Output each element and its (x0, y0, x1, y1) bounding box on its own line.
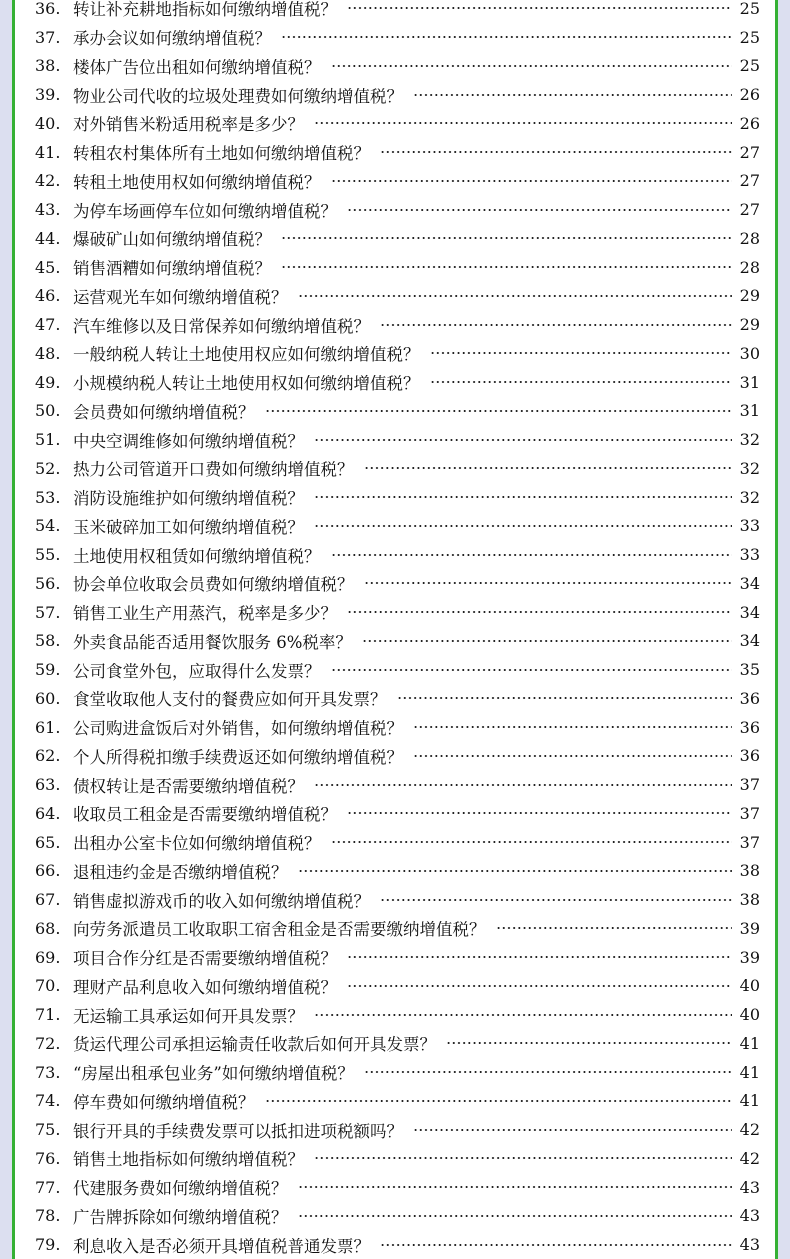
toc-entry[interactable] (35, 23, 760, 52)
toc-entry[interactable] (35, 684, 760, 713)
dot-leader (265, 410, 733, 412)
entry-title: 利息收入是否必须开具增值税普通发票？ (73, 1236, 370, 1256)
toc-entry[interactable] (35, 1144, 760, 1173)
entry-title: 承办会议如何缴纳增值税？ (73, 29, 271, 49)
dot-leader (298, 295, 733, 297)
dot-leader (397, 697, 733, 699)
entry-title: 消防设施维护如何缴纳增值税？ (73, 489, 304, 509)
toc-entry[interactable] (35, 598, 760, 627)
entry-number: 64. (35, 803, 61, 823)
toc-entry[interactable] (35, 1029, 760, 1058)
dot-leader (314, 1014, 732, 1016)
entry-number: 52. (35, 458, 61, 478)
dot-leader (298, 1215, 733, 1217)
entry-page-number: 36 (739, 717, 760, 737)
toc-entry[interactable] (35, 425, 760, 454)
entry-number: 55. (35, 545, 61, 565)
entry-number: 41. (35, 142, 61, 162)
dot-leader (331, 180, 733, 182)
entry-page-number: 43 (739, 1177, 760, 1197)
entry-number: 63. (35, 775, 61, 795)
toc-entry[interactable] (35, 339, 760, 368)
dot-leader (347, 7, 732, 9)
entry-number: 77. (35, 1177, 61, 1197)
entry-title: 销售土地指标如何缴纳增值税？ (73, 1150, 304, 1170)
dot-leader (281, 266, 732, 268)
toc-entry[interactable] (35, 655, 760, 684)
entry-title: 公司购进盒饭后对外销售，如何缴纳增值税？ (73, 719, 403, 739)
entry-title: 代建服务费如何缴纳增值税？ (73, 1179, 288, 1199)
entry-number: 60. (35, 688, 61, 708)
entry-page-number: 26 (739, 113, 760, 133)
entry-number: 44. (35, 228, 61, 248)
entry-page-number: 38 (739, 861, 760, 881)
entry-title: 出租办公室卡位如何缴纳增值税？ (73, 834, 321, 854)
entry-title: 销售虚拟游戏币的收入如何缴纳增值税？ (73, 891, 370, 911)
entry-title: 食堂收取他人支付的餐费应如何开具发票？ (73, 690, 387, 710)
toc-entry[interactable] (35, 167, 760, 196)
toc-entry[interactable] (35, 799, 760, 828)
entry-number: 49. (35, 372, 61, 392)
entry-title: 公司食堂外包，应取得什么发票？ (73, 661, 321, 681)
entry-number: 47. (35, 315, 61, 335)
entry-number: 65. (35, 832, 61, 852)
dot-leader (331, 669, 733, 671)
entry-title: 理财产品利息收入如何缴纳增值税？ (73, 977, 337, 997)
dot-leader (331, 554, 733, 556)
dot-leader (281, 36, 732, 38)
dot-leader (364, 582, 733, 584)
entry-page-number: 39 (739, 918, 760, 938)
entry-number: 78. (35, 1206, 61, 1226)
entry-title: 银行开具的手续费发票可以抵扣进项税额吗？ (73, 1121, 403, 1141)
toc-entry[interactable] (35, 540, 760, 569)
dot-leader (347, 956, 732, 958)
dot-leader (298, 1186, 733, 1188)
toc-entry[interactable] (35, 109, 760, 138)
entry-number: 66. (35, 861, 61, 881)
toc-entry[interactable] (35, 52, 760, 81)
toc-entry[interactable] (35, 627, 760, 656)
toc-entry[interactable] (35, 0, 760, 23)
toc-entry[interactable] (35, 80, 760, 109)
toc-entry[interactable] (35, 1230, 760, 1259)
entry-number: 76. (35, 1148, 61, 1168)
entry-number: 46. (35, 286, 61, 306)
entry-title: 楼体广告位出租如何缴纳增值税？ (73, 57, 321, 77)
entry-number: 61. (35, 717, 61, 737)
dot-leader (496, 927, 733, 929)
entry-page-number: 37 (739, 832, 760, 852)
entry-title: 运营观光车如何缴纳增值税？ (73, 287, 288, 307)
toc-entry[interactable] (35, 310, 760, 339)
toc-entry[interactable] (35, 454, 760, 483)
toc-entry[interactable] (35, 253, 760, 282)
entry-page-number: 27 (739, 171, 760, 191)
dot-leader (362, 640, 732, 642)
dot-leader (314, 1157, 732, 1159)
dot-leader (446, 1042, 732, 1044)
entry-title: “房屋出租承包业务”如何缴纳增值税？ (73, 1064, 354, 1084)
entry-page-number: 26 (739, 85, 760, 105)
dot-leader (413, 1129, 732, 1131)
entry-page-number: 31 (739, 372, 760, 392)
entry-page-number: 34 (739, 631, 760, 651)
entry-number: 53. (35, 487, 61, 507)
toc-entry[interactable] (35, 1000, 760, 1029)
toc-entry[interactable] (35, 569, 760, 598)
toc-entry[interactable] (35, 857, 760, 886)
dot-leader (347, 611, 732, 613)
entry-page-number: 40 (739, 976, 760, 996)
entry-title: 停车费如何缴纳增值税？ (73, 1092, 255, 1112)
entry-number: 58. (35, 631, 61, 651)
entry-page-number: 25 (739, 56, 760, 76)
entry-title: 债权转让是否需要缴纳增值税？ (73, 776, 304, 796)
entry-title: 热力公司管道开口费如何缴纳增值税？ (73, 460, 354, 480)
entry-number: 67. (35, 890, 61, 910)
dot-leader (331, 65, 733, 67)
dot-leader (298, 870, 733, 872)
entry-title: 外卖食品能否适用餐饮服务 6%税率？ (73, 632, 352, 652)
entry-title: 转租土地使用权如何缴纳增值税？ (73, 172, 321, 192)
toc-entry[interactable] (35, 770, 760, 799)
toc-entry[interactable] (35, 943, 760, 972)
entry-title: 汽车维修以及日常保养如何缴纳增值税？ (73, 316, 370, 336)
entry-number: 54. (35, 516, 61, 536)
dot-leader (413, 94, 732, 96)
dot-leader (347, 812, 732, 814)
entry-page-number: 31 (739, 401, 760, 421)
entry-number: 56. (35, 573, 61, 593)
dot-leader (380, 324, 732, 326)
entry-number: 40. (35, 113, 61, 133)
entry-number: 50. (35, 401, 61, 421)
dot-leader (430, 381, 733, 383)
dot-leader (380, 151, 732, 153)
entry-page-number: 32 (739, 458, 760, 478)
entry-title: 销售酒糟如何缴纳增值税？ (73, 259, 271, 279)
toc-entry[interactable] (35, 195, 760, 224)
entry-title: 爆破矿山如何缴纳增值税？ (73, 230, 271, 250)
entry-page-number: 28 (739, 228, 760, 248)
entry-page-number: 25 (739, 0, 760, 18)
entry-page-number: 43 (739, 1206, 760, 1226)
entry-title: 中央空调维修如何缴纳增值税？ (73, 431, 304, 451)
entry-number: 62. (35, 746, 61, 766)
toc-entry[interactable] (35, 828, 760, 857)
entry-page-number: 33 (739, 545, 760, 565)
toc-entry[interactable] (35, 885, 760, 914)
dot-leader (314, 439, 732, 441)
toc-entry[interactable] (35, 713, 760, 742)
entry-page-number: 43 (739, 1235, 760, 1255)
entry-number: 79. (35, 1235, 61, 1255)
entry-number: 69. (35, 947, 61, 967)
dot-leader (430, 352, 733, 354)
entry-title: 货运代理公司承担运输责任收款后如何开具发票？ (73, 1035, 436, 1055)
entry-page-number: 35 (739, 660, 760, 680)
dot-leader (364, 467, 733, 469)
entry-page-number: 34 (739, 602, 760, 622)
entry-title: 物业公司代收的垃圾处理费如何缴纳增值税？ (73, 86, 403, 106)
dot-leader (380, 1244, 732, 1246)
entry-page-number: 34 (739, 573, 760, 593)
toc-entry[interactable] (35, 483, 760, 512)
entry-title: 个人所得税扣缴手续费返还如何缴纳增值税？ (73, 747, 403, 767)
entry-page-number: 33 (739, 516, 760, 536)
entry-title: 玉米破碎加工如何缴纳增值税？ (73, 517, 304, 537)
page-frame (12, 0, 778, 1259)
entry-title: 退租违约金是否缴纳增值税？ (73, 862, 288, 882)
entry-number: 59. (35, 660, 61, 680)
toc-entry[interactable] (35, 512, 760, 541)
toc-entry[interactable] (35, 1087, 760, 1116)
toc-entry[interactable] (35, 397, 760, 426)
entry-number: 70. (35, 976, 61, 996)
entry-title: 对外销售米粉适用税率是多少？ (73, 115, 304, 135)
dot-leader (314, 122, 732, 124)
entry-title: 广告牌拆除如何缴纳增值税？ (73, 1207, 288, 1227)
toc-entry[interactable] (35, 138, 760, 167)
table-of-contents (35, 0, 760, 1259)
toc-entry[interactable] (35, 1115, 760, 1144)
dot-leader (314, 496, 732, 498)
entry-number: 48. (35, 343, 61, 363)
entry-title: 小规模纳税人转让土地使用权如何缴纳增值税？ (73, 374, 420, 394)
entry-page-number: 27 (739, 142, 760, 162)
dot-leader (413, 755, 732, 757)
dot-leader (413, 726, 732, 728)
entry-title: 协会单位收取会员费如何缴纳增值税？ (73, 575, 354, 595)
dot-leader (314, 784, 732, 786)
entry-page-number: 41 (739, 1091, 760, 1111)
entry-title: 为停车场画停车位如何缴纳增值税？ (73, 201, 337, 221)
entry-title: 一般纳税人转让土地使用权应如何缴纳增值税？ (73, 345, 420, 365)
entry-number: 42. (35, 171, 61, 191)
dot-leader (364, 1071, 732, 1073)
entry-page-number: 37 (739, 775, 760, 795)
entry-number: 37. (35, 27, 61, 47)
entry-title: 向劳务派遣员工收取职工宿舍租金是否需要缴纳增值税？ (73, 920, 486, 940)
entry-page-number: 28 (739, 257, 760, 277)
entry-title: 收取员工租金是否需要缴纳增值税？ (73, 805, 337, 825)
entry-number: 75. (35, 1120, 61, 1140)
toc-entry[interactable] (35, 1202, 760, 1231)
entry-title: 会员费如何缴纳增值税？ (73, 402, 255, 422)
entry-page-number: 37 (739, 803, 760, 823)
entry-page-number: 41 (739, 1062, 760, 1082)
entry-title: 项目合作分红是否需要缴纳增值税？ (73, 949, 337, 969)
dot-leader (380, 899, 732, 901)
dot-leader (347, 209, 732, 211)
entry-title: 销售工业生产用蒸汽，税率是多少？ (73, 604, 337, 624)
entry-page-number: 25 (739, 27, 760, 47)
entry-number: 36. (35, 0, 61, 18)
entry-number: 43. (35, 200, 61, 220)
entry-page-number: 27 (739, 200, 760, 220)
entry-number: 73. (35, 1062, 61, 1082)
entry-title: 无运输工具承运如何开具发票？ (73, 1006, 304, 1026)
entry-number: 39. (35, 85, 61, 105)
entry-title: 转租农村集体所有土地如何缴纳增值税？ (73, 144, 370, 164)
toc-entry[interactable] (35, 368, 760, 397)
entry-page-number: 41 (739, 1033, 760, 1053)
toc-entry[interactable] (35, 742, 760, 771)
entry-page-number: 39 (739, 947, 760, 967)
entry-page-number: 29 (739, 315, 760, 335)
entry-number: 45. (35, 257, 61, 277)
entry-page-number: 32 (739, 487, 760, 507)
toc-entry[interactable] (35, 282, 760, 311)
entry-page-number: 36 (739, 688, 760, 708)
toc-entry[interactable] (35, 914, 760, 943)
entry-page-number: 36 (739, 746, 760, 766)
entry-number: 74. (35, 1091, 61, 1111)
entry-page-number: 42 (739, 1120, 760, 1140)
entry-page-number: 42 (739, 1148, 760, 1168)
dot-leader (265, 1100, 733, 1102)
toc-entry[interactable] (35, 1058, 760, 1087)
entry-number: 71. (35, 1005, 61, 1025)
entry-page-number: 40 (739, 1005, 760, 1025)
dot-leader (331, 841, 733, 843)
entry-title: 转让补充耕地指标如何缴纳增值税？ (73, 0, 337, 20)
toc-entry[interactable] (35, 1173, 760, 1202)
entry-number: 38. (35, 56, 61, 76)
entry-page-number: 30 (739, 343, 760, 363)
entry-page-number: 38 (739, 890, 760, 910)
entry-number: 68. (35, 918, 61, 938)
dot-leader (347, 985, 732, 987)
entry-page-number: 29 (739, 286, 760, 306)
entry-number: 57. (35, 602, 61, 622)
dot-leader (314, 525, 732, 527)
toc-entry[interactable] (35, 972, 760, 1001)
entry-title: 土地使用权租赁如何缴纳增值税？ (73, 546, 321, 566)
entry-number: 72. (35, 1033, 61, 1053)
dot-leader (281, 237, 732, 239)
toc-entry[interactable] (35, 224, 760, 253)
entry-number: 51. (35, 430, 61, 450)
entry-page-number: 32 (739, 430, 760, 450)
